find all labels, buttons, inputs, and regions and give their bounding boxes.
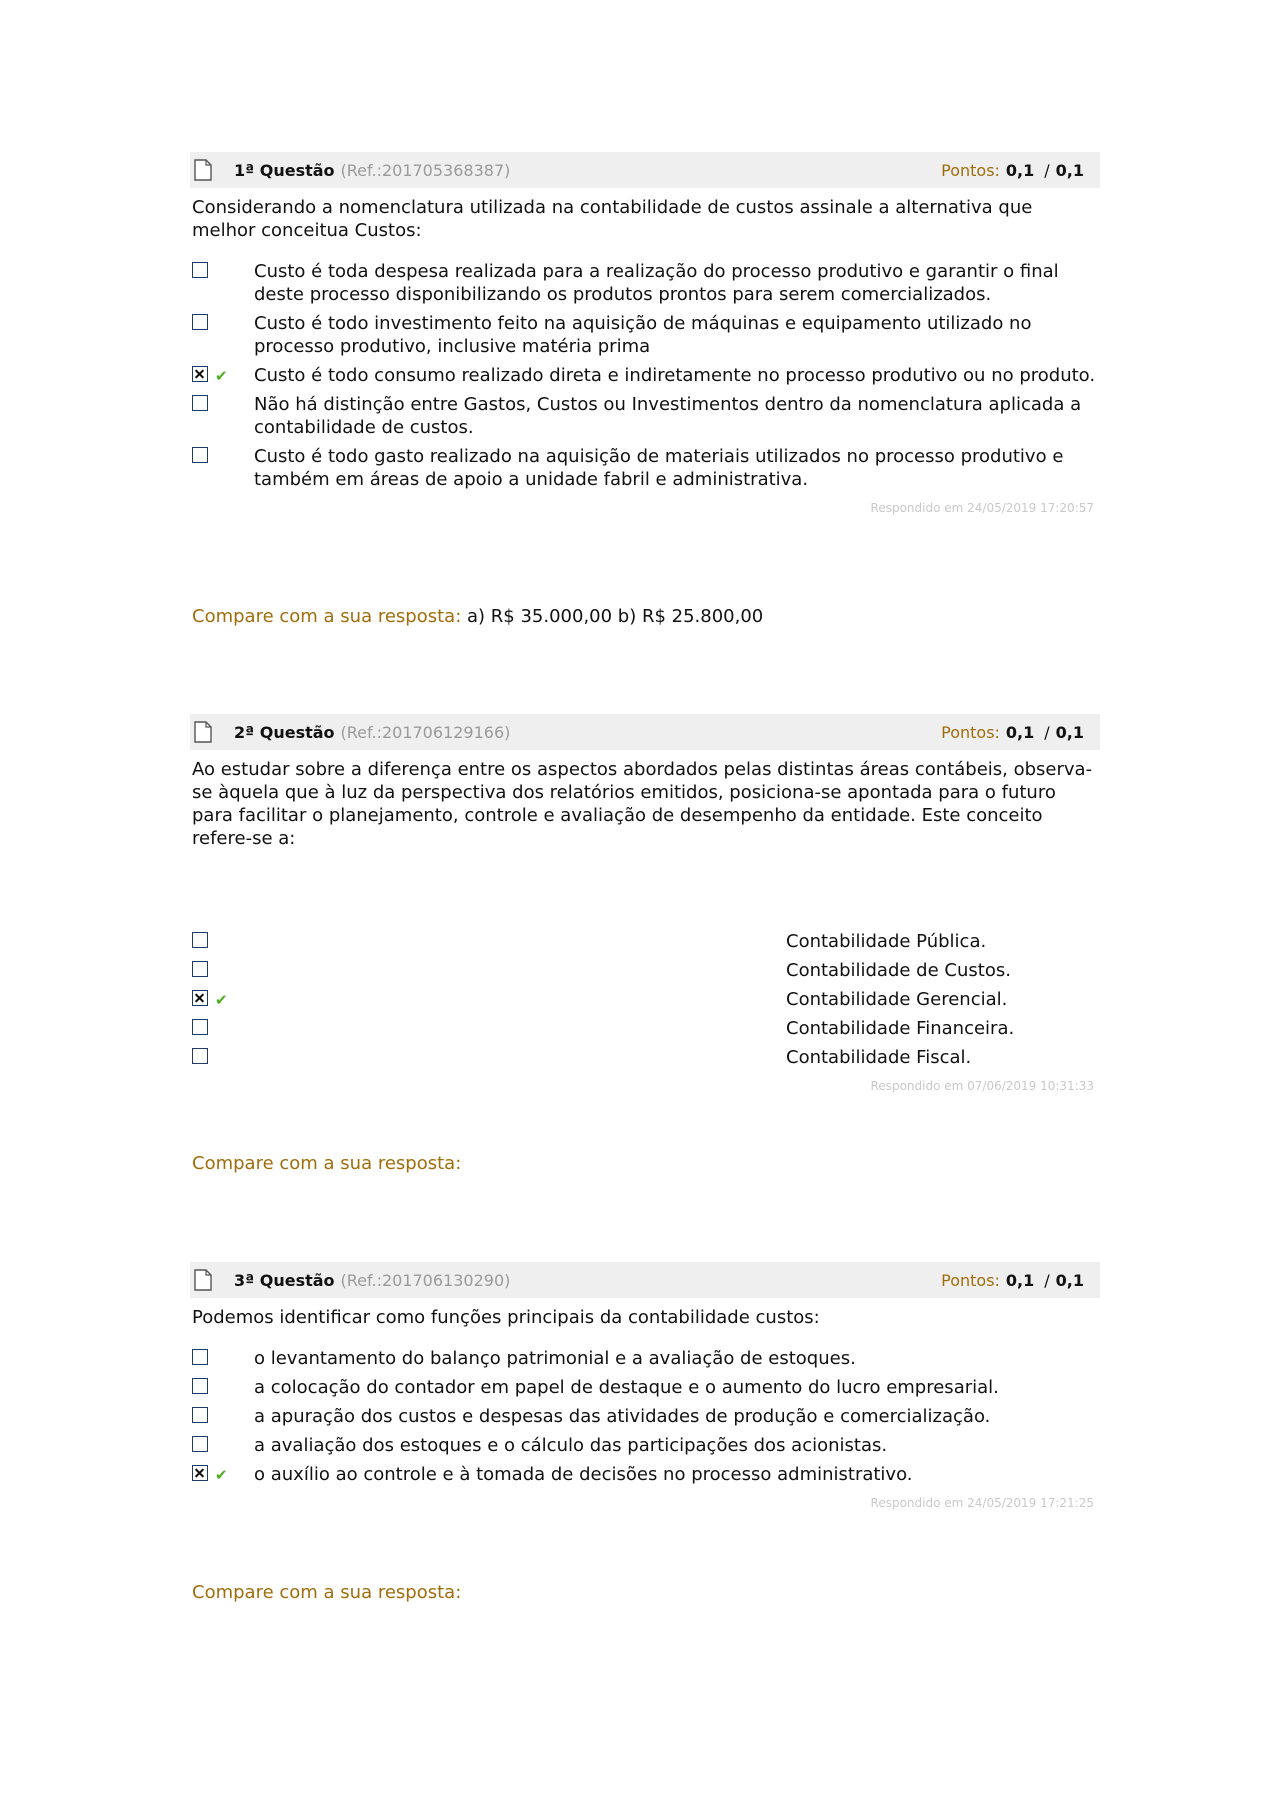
question-number: 2ª Questão xyxy=(234,722,335,742)
points-label: Pontos: xyxy=(941,722,1000,742)
option-text: Custo é todo consumo realizado direta e indiretamente no processo produtivo ou no produto. xyxy=(254,365,1096,386)
option-text: a avaliação dos estoques e o cálculo das participações dos acionistas. xyxy=(254,1435,888,1456)
points xyxy=(941,714,1084,750)
question-stem: Podemos identificar como funções principais da contabilidade custos: xyxy=(192,1307,820,1328)
option-checkbox[interactable] xyxy=(192,314,208,330)
option-checkbox[interactable] xyxy=(192,395,208,411)
option-checkbox[interactable] xyxy=(192,1048,208,1064)
question-header xyxy=(190,714,1100,750)
points-label: Pontos: xyxy=(941,1270,1000,1290)
option-text: o auxílio ao controle e à tomada de decisões no processo administrativo. xyxy=(254,1464,913,1485)
option xyxy=(190,1046,1100,1069)
option xyxy=(190,988,1100,1011)
question-header xyxy=(190,152,1100,188)
option xyxy=(190,260,1100,306)
document-icon xyxy=(194,1269,212,1291)
question-number: 3ª Questão xyxy=(234,1270,335,1290)
option-text: a colocação do contador em papel de destaque e o aumento do lucro empresarial. xyxy=(254,1377,999,1398)
document-icon xyxy=(194,721,212,743)
option xyxy=(190,1017,1100,1040)
option-checkbox-checked[interactable] xyxy=(192,366,208,382)
points-separator: / xyxy=(1044,722,1050,742)
points-separator: / xyxy=(1044,1270,1050,1290)
correct-check-icon: ✔ xyxy=(215,991,228,1009)
question-ref: (Ref.:201706129166) xyxy=(340,722,511,742)
option-text: Contabilidade Financeira. xyxy=(786,1018,1015,1039)
points-label: Pontos: xyxy=(941,160,1000,180)
option xyxy=(190,445,1100,491)
option xyxy=(190,1434,1100,1457)
correct-check-icon: ✔ xyxy=(215,367,228,385)
option-checkbox[interactable] xyxy=(192,1436,208,1452)
option-text: Não há distinção entre Gastos, Custos ou Investimentos dentro da nomenclatura aplicada a contabilidade de custos. xyxy=(254,394,1082,438)
options-list xyxy=(190,930,1100,1069)
question-ref: (Ref.:201706130290) xyxy=(340,1270,511,1290)
option-checkbox[interactable] xyxy=(192,1349,208,1365)
option xyxy=(190,1347,1100,1370)
option-checkbox[interactable] xyxy=(192,1019,208,1035)
answered-timestamp: Respondido em 07/06/2019 10:31:33 xyxy=(870,1079,1094,1093)
answered-timestamp: Respondido em 24/05/2019 17:20:57 xyxy=(870,501,1094,515)
points-score: 0,1 xyxy=(1005,722,1035,742)
option-checkbox[interactable] xyxy=(192,1378,208,1394)
answered-timestamp: Respondido em 24/05/2019 17:21:25 xyxy=(870,1496,1094,1510)
option-text: Contabilidade de Custos. xyxy=(786,960,1011,981)
option-text: o levantamento do balanço patrimonial e a avaliação de estoques. xyxy=(254,1348,856,1369)
compare-answer xyxy=(192,1582,461,1603)
question-stem: Considerando a nomenclatura utilizada na contabilidade de custos assinale a alternativa que melhor conceitua Custos: xyxy=(192,197,1033,241)
option xyxy=(190,393,1100,439)
options-list xyxy=(190,1347,1100,1486)
compare-answer xyxy=(192,1153,461,1174)
option-checkbox[interactable] xyxy=(192,1407,208,1423)
option-text: a apuração dos custos e despesas das atividades de produção e comercialização. xyxy=(254,1406,991,1427)
question-2 xyxy=(190,714,1100,1093)
compare-label: Compare com a sua resposta: xyxy=(192,1582,462,1603)
option-text: Custo é toda despesa realizada para a realização do processo produtivo e garantir o final deste processo disponibilizando os produtos prontos para serem comercializados. xyxy=(254,261,1059,305)
points-max: 0,1 xyxy=(1055,722,1084,742)
option-text: Contabilidade Fiscal. xyxy=(786,1047,972,1068)
compare-answer xyxy=(192,606,763,627)
compare-label: Compare com a sua resposta: xyxy=(192,606,462,627)
option-checkbox-checked[interactable] xyxy=(192,1465,208,1481)
question-number: 1ª Questão xyxy=(234,160,335,180)
option-checkbox[interactable] xyxy=(192,262,208,278)
document-icon xyxy=(194,159,212,181)
option xyxy=(190,959,1100,982)
option-text: Contabilidade Gerencial. xyxy=(786,989,1008,1010)
points-separator: / xyxy=(1044,160,1050,180)
points-score: 0,1 xyxy=(1005,1270,1035,1290)
option xyxy=(190,1463,1100,1486)
question-ref: (Ref.:201705368387) xyxy=(340,160,511,180)
option xyxy=(190,312,1100,358)
question-1 xyxy=(190,152,1100,515)
option xyxy=(190,930,1100,953)
correct-check-icon: ✔ xyxy=(215,1466,228,1484)
options-list xyxy=(190,260,1100,491)
question-header xyxy=(190,1262,1100,1298)
option-text: Custo é todo investimento feito na aquisição de máquinas e equipamento utilizado no processo produtivo, inclusive matéria prima xyxy=(254,313,1032,357)
option xyxy=(190,1376,1100,1399)
option-text: Contabilidade Pública. xyxy=(786,931,987,952)
compare-label: Compare com a sua resposta: xyxy=(192,1153,462,1174)
points-max: 0,1 xyxy=(1055,160,1084,180)
compare-value: a) R$ 35.000,00 b) R$ 25.800,00 xyxy=(467,606,764,627)
question-3 xyxy=(190,1262,1100,1510)
points-score: 0,1 xyxy=(1005,160,1035,180)
points xyxy=(941,152,1084,188)
option-text: Custo é todo gasto realizado na aquisição de materiais utilizados no processo produtivo e também em áreas de apoio a unidade fabril e administrativa. xyxy=(254,446,1064,490)
option-checkbox[interactable] xyxy=(192,932,208,948)
points-max: 0,1 xyxy=(1055,1270,1084,1290)
option xyxy=(190,364,1100,387)
question-stem: Ao estudar sobre a diferença entre os aspectos abordados pelas distintas áreas contábeis, observa-se àquela que à luz da perspectiva dos relatórios emitidos, posiciona-se apontada para o futuro para facilitar o planejamento, controle e avaliação de desempenho da entidade. Este conceito refere-se a: xyxy=(192,759,1093,849)
points xyxy=(941,1262,1084,1298)
option-checkbox[interactable] xyxy=(192,447,208,463)
option-checkbox[interactable] xyxy=(192,961,208,977)
option-checkbox-checked[interactable] xyxy=(192,990,208,1006)
option xyxy=(190,1405,1100,1428)
